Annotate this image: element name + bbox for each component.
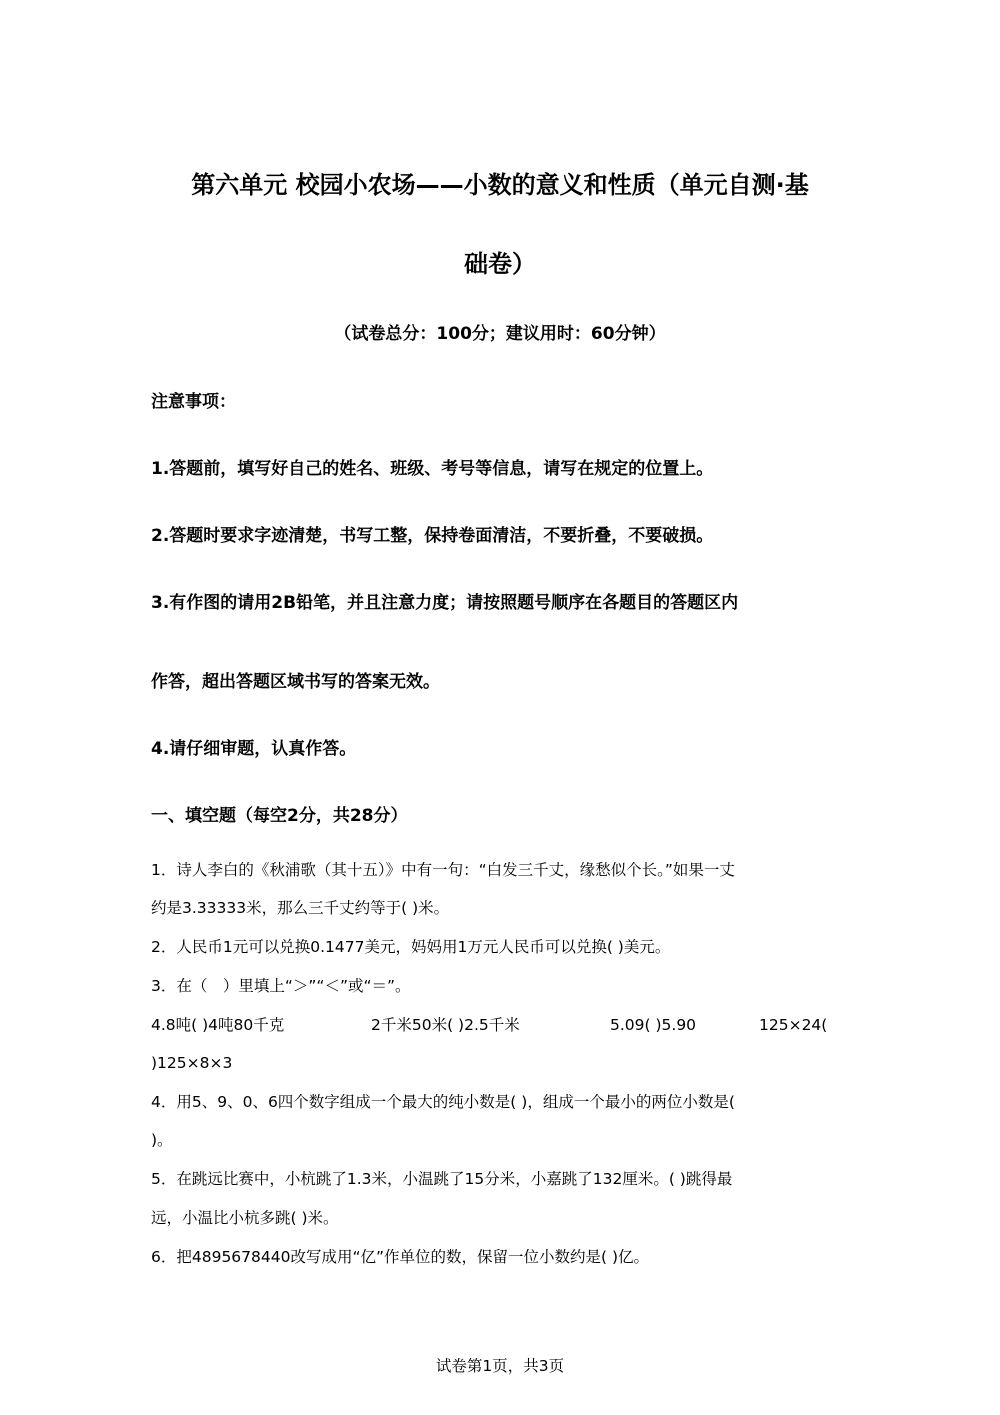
- document-title-line2: 础卷）: [464, 250, 536, 278]
- question-3-continuation: )125×8×3: [151, 1054, 233, 1072]
- question-5-line2: 远，小温比小杭多跳( )米。: [151, 1209, 339, 1227]
- note-item-1: 1.答题前，填写好自己的姓名、班级、考号等信息，请写在规定的位置上。: [151, 459, 714, 479]
- question-1-line1: 1．诗人李白的《秋浦歌（其十五）》中有一句：“白发三千丈，缘愁似个长。”如果一丈: [151, 861, 735, 879]
- page-footer: 试卷第1页，共3页: [435, 1357, 565, 1375]
- exam-info-subtitle: （试卷总分：100分；建议用时：60分钟）: [334, 324, 666, 344]
- question-3-item-1: 4.8吨( )4吨80千克: [151, 1016, 285, 1034]
- question-4-line2: )。: [151, 1131, 173, 1149]
- note-item-2: 2.答题时要求字迹清楚，书写工整，保持卷面清洁，不要折叠，不要破损。: [151, 526, 714, 546]
- note-item-3-line2: 作答，超出答题区域书写的答案无效。: [151, 672, 440, 692]
- notes-heading: 注意事项：: [151, 392, 236, 412]
- question-5-line1: 5．在跳远比赛中，小杭跳了1.3米，小温跳了15分米，小嘉跳了132厘米。( )跳得最: [151, 1170, 733, 1188]
- section-1-heading: 一、填空题（每空2分，共28分）: [151, 806, 408, 826]
- question-3-items: [151, 1015, 851, 1035]
- question-1-line2: 约是3.33333米，那么三千丈约等于( )米。: [151, 899, 450, 917]
- question-3-item-2: 2千米50米( )2.5千米: [371, 1016, 520, 1034]
- question-3-item-4: 125×24(: [759, 1016, 828, 1034]
- question-4-line1: 4．用5、9、0、6四个数字组成一个最大的纯小数是( )，组成一个最小的两位小数是(: [151, 1093, 735, 1111]
- note-item-4: 4.请仔细审题，认真作答。: [151, 739, 357, 759]
- question-2: 2．人民币1元可以兑换0.1477美元，妈妈用1万元人民币可以兑换( )美元。: [151, 938, 671, 956]
- question-6: 6．把4895678440改写成用“亿”作单位的数，保留一位小数约是( )亿。: [151, 1248, 650, 1266]
- document-title-line1: 第六单元 校园小农场——小数的意义和性质（单元自测·基: [191, 171, 809, 199]
- note-item-3-line1: 3.有作图的请用2B铅笔，并且注意力度；请按照题号顺序在各题目的答题区内: [151, 593, 739, 613]
- question-3-item-3: 5.09( )5.90: [610, 1016, 697, 1034]
- question-3: 3．在（ ）里填上“＞”“＜”或“＝”。: [151, 977, 411, 995]
